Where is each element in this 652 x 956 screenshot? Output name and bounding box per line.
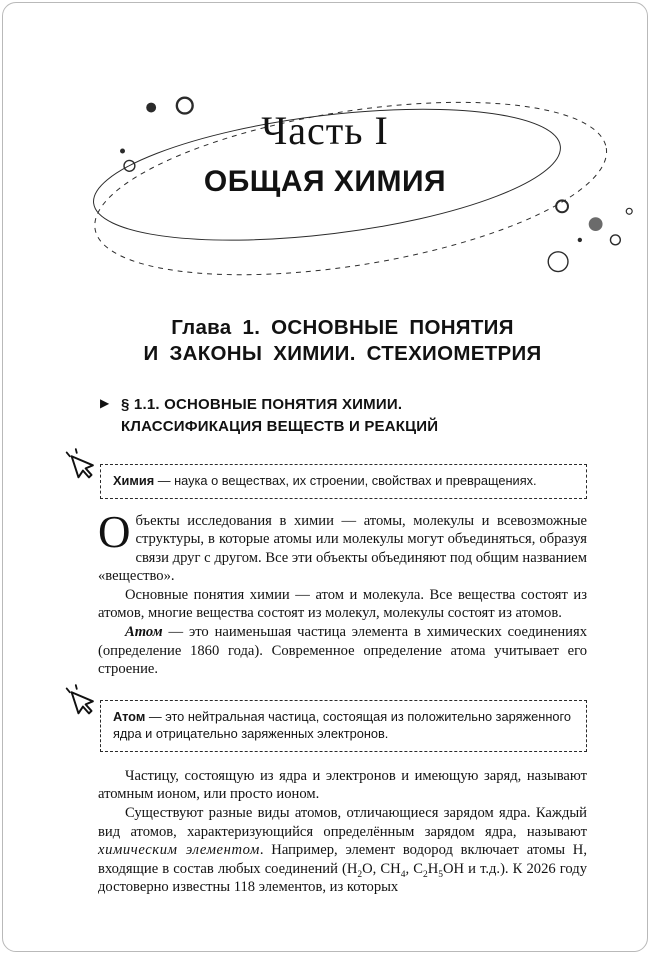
- paragraph-5-text: , C: [405, 860, 423, 877]
- paragraph-3-term: Атом: [125, 624, 163, 641]
- paragraph-1-text: бъекты исследования в химии — атомы, молекулы и всевозможные структуры, в которые атомы или молекулы могут объединяться, образуя связи друг с другом. Все эти объекты объединяют под общим названием «вещество».: [98, 512, 587, 585]
- formula-subscript: 4: [400, 869, 406, 880]
- paragraph-3: [98, 623, 587, 679]
- definition-text: [100, 464, 587, 499]
- triangle-marker-icon: ▶: [100, 396, 110, 410]
- formula-subscript: 5: [438, 869, 443, 880]
- paragraph-4: Частицу, состоящую из ядра и электронов и имеющую заряд, называют атомным ионом, или просто ионом.: [98, 767, 587, 803]
- chapter-heading-line2: И ЗАКОНЫ ХИМИИ. СТЕХИОМЕТРИЯ: [143, 342, 542, 365]
- definition-term: Химия: [113, 473, 155, 488]
- formula-subscript: 2: [422, 869, 428, 880]
- section-heading-line1: § 1.1. ОСНОВНЫЕ ПОНЯТИЯ ХИМИИ.: [121, 396, 403, 413]
- formula-subscript: 2: [357, 869, 363, 880]
- paragraph-3-text: — это наименьшая частица элемента в химических соединениях (определение 1860 года). Современное определение атома учитывает его строение.: [98, 624, 587, 678]
- definition-text: [100, 700, 587, 752]
- chapter-heading-line1: Глава 1. ОСНОВНЫЕ ПОНЯТИЯ: [171, 316, 514, 339]
- section-heading: [100, 394, 587, 438]
- book-page: [2, 2, 648, 952]
- section-heading-line2: КЛАССИФИКАЦИЯ ВЕЩЕСТВ И РЕАКЦИЙ: [121, 418, 439, 435]
- definition-term: Атом: [113, 708, 146, 724]
- paragraph-5-emphasis: химическим элементом: [98, 842, 260, 859]
- page-content: [3, 315, 647, 897]
- definition-body: — это нейтральная частица, состоящая из положительно заряженного ядра и отрицательно заряженных электронов.: [113, 708, 572, 742]
- definition-box-chemistry: [100, 464, 587, 499]
- dots-bottom-right: [548, 200, 632, 271]
- paragraph-5: [98, 804, 587, 897]
- body-text-block-2: [98, 767, 587, 897]
- part-header: [3, 3, 647, 301]
- body-text-block-1: [98, 506, 587, 679]
- paragraph-5-text: H: [427, 860, 439, 877]
- part-title: ОБЩАЯ ХИМИЯ: [203, 165, 447, 198]
- paragraph-1: [98, 506, 587, 586]
- chapter-heading: [98, 315, 587, 367]
- paragraph-5-text: O, CH: [362, 860, 401, 877]
- definition-body: — наука о веществах, их строении, свойствах и превращениях.: [154, 473, 537, 488]
- part-label: Часть I: [261, 108, 389, 153]
- cursor-pointer-icon: [65, 448, 101, 484]
- paragraph-5-text: Существуют разные виды атомов, отличающиеся зарядом ядра. Каждый вид атомов, характеризующийся определённым зарядом ядра, называют: [98, 805, 587, 840]
- cursor-pointer-icon: [65, 684, 101, 720]
- definition-box-atom: [100, 700, 587, 752]
- paragraph-5-text: . Например, элемент водород включает атомы H, входящие в состав любых соединений (H: [98, 842, 587, 877]
- paragraph-5-text: OH и т.д.). К 2026 году достоверно известны 118 элементов, из которых: [98, 860, 587, 896]
- dropcap-letter: О: [98, 506, 131, 557]
- paragraph-2: Основные понятия химии — атом и молекула. Все вещества состоят из атомов, многие вещества состоят из молекул, молекулы состоят из атомов.: [98, 586, 587, 622]
